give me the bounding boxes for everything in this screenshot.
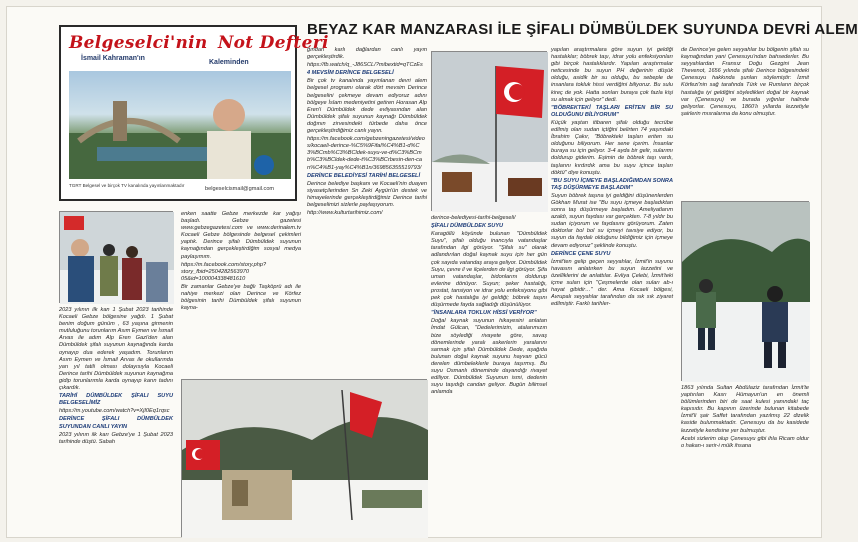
- col5-sub2: "BU SUYU İÇMEYE BAŞLADIĞIMDAN SONRA TAŞ DÜŞÜRMEYE BAŞLADIM": [551, 177, 673, 191]
- photo-children-walking-snow: [681, 201, 809, 381]
- logo-caption: TGRT Belgesel ve birçok TV kanalında yayınlanmaktadır: [69, 183, 185, 188]
- column-3: [307, 47, 427, 373]
- col6-quote: Acebi sizlerim olup Çenesuyu gibi ihla Ricam oldur o hakan-ı serir-i mülk ihsana: [681, 435, 809, 449]
- col3-sub2: DERİNCE BELEDİYESİ TARİHİ BELGESELİ: [307, 172, 421, 179]
- logo-title-part1: Belgeselci'nin: [69, 33, 208, 53]
- col3-p3: Derince belediye başkanı ve Kocaeli'nin duayen siyasetçilerinden Sn Zeki Aygün'ün destek ve himayelerinde gerçekleştirdiğimiz Derince tarihi belgeselimizi sizlerle paylaşıyorum.: [307, 180, 427, 208]
- logo-email: belgeselcismail@gmail.com: [205, 186, 275, 192]
- column-1: [59, 307, 173, 537]
- column-2: [181, 211, 301, 375]
- column-6-bottom: [681, 385, 809, 537]
- col4-p3: Doğal kaynak suyunun hikayesini anlatan İmdat Gülcan, "Dedelerimizin, atalarımızın bize söylediği rivayete göre, savaş dönemlerinde yaralı askerlerin yaralarını sarmak için şifalı Dümbüldek Dede, aşağıda bulunan doğal kaynak suyunu hayvan gücü derelen dümbeleklerle buraya taşırmış. Bu suyu Osmanlı döneminde dayandığı rivayet ediliyor. Dümbüldek Suyunun ismi, dedenin suyu taşıdığı candan geliyor. Bugün bilimsel anlamda: [431, 318, 547, 396]
- col3-p2: Bir çok tv kanalında yayınlanan devri alem belgesel programı olarak dört mevsim Derince belgeselini çekmeye devam ediyoruz adını bölgeye İslam medeniyetini getiren Horasan Alp Eren'i Dümbüldek dede evliyasından alan Dümbüldek şifalı suyunun kaynağı Dümbüldek doğının zirvesindeki türbede daha önce gerçekleştirdiğimiz canlı yayın.: [307, 78, 427, 135]
- column-logo: [59, 25, 329, 201]
- logo-title: [69, 33, 329, 53]
- col5-sub1: "BÖBREKTEKİ TAŞLARI ERİTEN BİR SU OLDUĞUNU BİLİYORUM": [551, 104, 673, 118]
- logo-footer: [65, 181, 293, 199]
- col1-title: TARİHİ DÜMBÜLDEK ŞİFALI SUYU BELGESELİMİZ: [59, 393, 173, 407]
- column-4: [431, 215, 547, 537]
- col2-link[interactable]: https://m.facebook.com/story.php?story_fbid=2504282563970 05&id=100004338481610: [181, 261, 267, 282]
- col6-p1: de Derince'ye gelen seyyahlar bu bölgenin şifalı su kaynağından yani Çenesuyu'ndan bahsederler. Bu seyyahlardan Fransız Doğu Gezgini Jean Thevenot, 1656 yılında şifalı Derince bölgesindeki Çenesuyu hakkında şunları söylemiştir: İzmit Körfezi'nin sağ tarafında Türk ve Rumların birçok hastalığa iyi geldiğini söyledikleri doğal bir kaynak var (Çenesuyu) ve burada yığınlar halinde geliyorlar. Çenesuyu, 1860'lı yıllarda lezzetiyle şairlerin mısralarına da konu olmuştur.: [681, 47, 809, 117]
- column-6: [681, 47, 809, 197]
- column-5: [551, 47, 673, 537]
- newspaper-page: [6, 6, 858, 538]
- col5-p4: İzmit'ten gelip geçen seyyahlar, İzmit'in suyunu havasını anlatırken bu suyun lezzetini ve özelliklerini de anlattılar. Evliya Çelebi, İzmit'teki içme suları için "Çeşmelerde olan suları ab-ı hayat gibidir…" der. Ama Kocaeli bölgesi, Avrupalı seyyahlar tarafından da sık sık ziyaret edilmiştir. Farklı tarihler-: [551, 258, 673, 308]
- col1-live: DERİNCE ŞİFALI DÜMBÜLDEK SUYUNDAN CANLI YAYIN: [59, 416, 173, 430]
- logo-author-photo: [69, 71, 291, 179]
- col1-caption: 2023 yılının ilk kan 1 Şubat 2023 tarihinde Kocaeli Gebze bölgesine yağdı. 1 Şubat benim doğum günüm , 63 yaşına girmenin mutluluğunu torunlarım Asım Eymen ve İsmail Arvas ile adım Alp Eren Gazi'den alan Dümbüldek şifalı suyunun kaynağında karda oynayıp dua ederek yaşadım. Torunlarım Asım Eymen ve İsmail Arvas ile okullarında yarı yıl tatili olması dolayısıyla Kocaeli Derince tarihi Dümbüldek suyunun kaynağına gidip torunlarımla karda oynayıp karın tadını çıkardık.: [59, 307, 173, 392]
- col5-p2: Küçük yaştan itibaren şifalı olduğu tecrübe edilmiş olan sudan içtiğini belirten 74 yaşındaki İbrahim Çakır, "Böbrekteki taşları eriten su olduğunu biliyorum. Her sene içerim. İnsanlar buraya su için geliyor. 3-4 ayda bir gelir, sularımı doldurup giderim. Eşimin de böbrek taşı vardı, taşlarını kırdırdık ama bu suyu içince taşları döktü" diye konuştu.: [551, 119, 673, 176]
- col5-p1: yapılan araştırmalara göre suyun iyi geldiği hastalıklar; böbrek taşı, idrar yolu enfeksiyonları gibi birçok hastalıklardır. Yapılan araştırmalar neticesinde bu suyun PH değerinin düşük olduğu, asidik bir su olduğu, bu sebeple de insanlara tokluk hissi verdiğini biliyoruz. Bu sulu kireç de yok. Hatta sonları buraya çok fazla kişi su almak için geliyor" dedi.: [551, 47, 673, 103]
- logo-title-part2: Not Defteri: [217, 33, 329, 53]
- col1-tail: 2023 yılının ilk karı Gebze'ye 1 Şubat 2023 tarihinde düştü. Sabah: [59, 431, 173, 445]
- page-headline: BEYAZ KAR MANZARASI İLE ŞİFALI DÜMBÜLDEK SUYUNDA DEVRİ ALEM: [307, 21, 858, 38]
- col5-sub3: DERİNCE ÇENE SUYU: [551, 250, 611, 257]
- col1-link[interactable]: https://m.youtube.com/watch?v=XjI0Eq1rqsc: [59, 408, 170, 415]
- col4-p2: Karagöllü köyünde bulunan "Dümbüldek Suyu", şifalı olduğu inancıyla vatandaşlar tarafından ilgi görüyor. "Şifalı su" olarak adlandırılan doğal kaynak suyu için her gün çok sayıda vatandaş araya geliyor. Dümbüldek Suyu, çevre il ve ilçelerden de ilgi görüyor. Şifa uman vatandaşlar, bidonlarını doldurup evlerine dönüyor. Suyun; şeker hastalığı, prostat, tansiyon ve idrar yolu enfeksiyonu gibi pek çok hastalığa iyi geldiği; böbrek taşını düşürmede fayda sağladığı düşünülüyor.: [431, 231, 547, 309]
- col4-sub1: ŞİFALI DÜMBÜLDEK SUYU: [431, 223, 504, 230]
- photo-grandchildren-snow: [59, 211, 173, 303]
- logo-author: İsmail Kahraman'ın: [81, 55, 145, 62]
- col3-link1[interactable]: https://fb.watch/q_-J86SCL/?mibextid=qTCzEs: [307, 62, 423, 69]
- col2-p1: enken saatte Gebze merkezde kar yağışı başladı. Gebze gazetesi www.gebzegazetesi.com ve www.derinalem.tv Kocaeli Gebze bölgesinde belgesel çekimleri yaptık. Derince şifalı Dümbüldek suyunun kaynağından gerçekleştirdiğim sosyal medya paylaşımım.: [181, 211, 301, 260]
- col3-link3[interactable]: http://www.kulturtarihimiz.com/: [307, 210, 383, 217]
- col4-p1: derince-belediyesi-tarihi-belgeseli/: [431, 215, 516, 221]
- col6-caption: 1863 yılında Sultan Abdülaziz tarafından İzmit'te yaptırılan Kasrı Hümayun'un en önemli bölümlerinden biri de saat kulesi yanındaki taç kapısıdır. Bu kapının üzerinde bulunan kitabede İzmit'li şair Saffet tarafından yazılmış 22 dizelik kaside bulunmaktadır. Çenesuyu da bu kasidede lezzetiyle kendisine yer bulmuştur.: [681, 385, 809, 434]
- col3-link2[interactable]: https://m.facebook.com/gebzeningazetesi/videos/kocaeli-derince-%C5%9Fifal%C4%B1-d%C3%BCmb%C3%BCldek-suyu-ve-d%C3%BCmb%C3%BCldek-dede-t%C3%BCrbesin-den-can%C4%B1-yay%C4%B1n/369856355519793/: [307, 136, 425, 171]
- col2-p2: Bir zamanlar Gebze'ye bağlı Taşköprü adı ile nahiye merkezi olan Derince ve Körfez bölgesinin tarihi Dümbüldek şifalı suyunun kayna-: [181, 283, 301, 312]
- col3-p1: ğından karlı dağlardan canlı yayın gerçekleştirdik.: [307, 47, 427, 61]
- col4-sub2: "İNSANLARA TOKLUK HİSSİ VERİYOR": [431, 310, 537, 317]
- col5-p3: Suyun böbrek taşına iyi geldiğini düşünenlerden Gökhan Murat ise "Bu suyu içmeye başladıktan sonra taş düşürmeye başladım. Ameliyatlarım azaldı, suyun faydası var gerçekten. 7-8 yıldır bu sudan içiyorum ve faydasını görüyorum. Zaten doktorlar bol bol su içmeyi tavsiye ediyor, bu suyun da faydalı olduğunu bildiğimiz için içmeye devam ediyoruz" şeklinde konuştu.: [551, 192, 673, 249]
- photo-flag-snowy-hill: [431, 51, 547, 211]
- logo-from: Kaleminden: [209, 59, 249, 66]
- photo-snowy-village: [181, 379, 427, 537]
- col3-sub1: 4 MEVSİM DERİNCE BELGESELİ: [307, 70, 394, 77]
